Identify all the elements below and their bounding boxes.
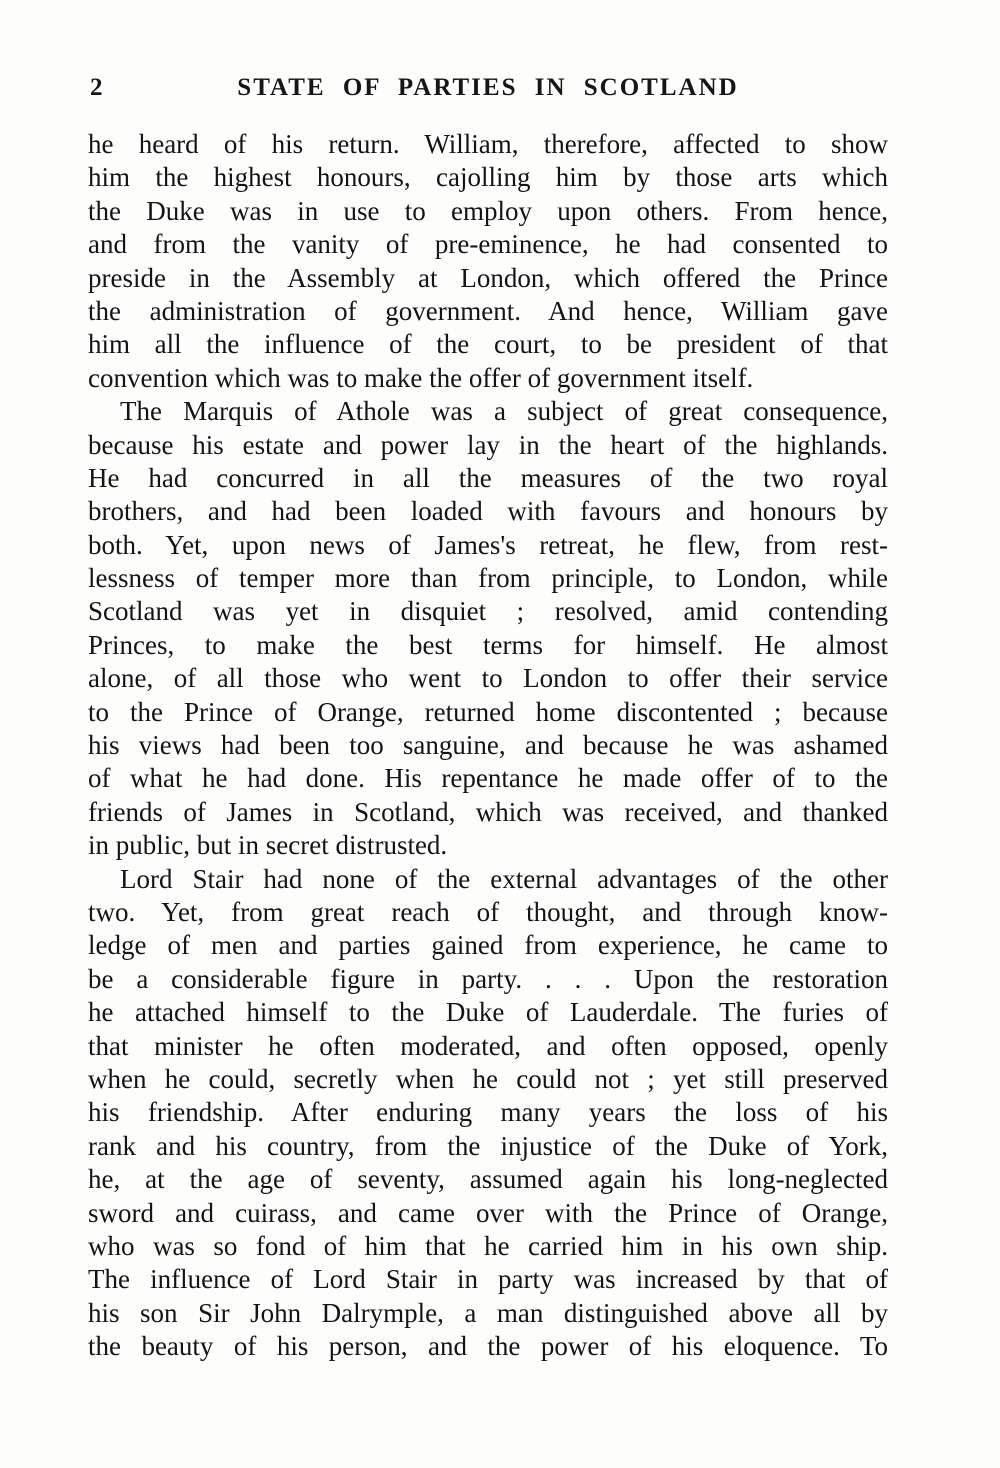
page-number: 2	[90, 74, 103, 101]
text-line: lessness of temper more than from principle, to London, while	[88, 563, 888, 594]
text-line: when he could, secretly when he could not ; yet still preserved	[88, 1063, 888, 1094]
text-line: his friendship. After enduring many years the loss of his	[88, 1097, 888, 1128]
text-line: he, at the age of seventy, assumed again his long-neglected	[88, 1164, 888, 1195]
paragraph	[88, 128, 888, 395]
running-header-title: STATE OF PARTIES IN SCOTLAND	[237, 74, 739, 101]
text-line: that minister he often moderated, and often opposed, openly	[88, 1030, 888, 1061]
paragraph	[88, 395, 888, 862]
text-line: rank and his country, from the injustice of the Duke of York,	[88, 1130, 888, 1161]
text-line: his views had been too sanguine, and because he was ashamed	[88, 730, 888, 761]
text-line: He had concurred in all the measures of the two royal	[88, 462, 888, 493]
text-line: Princes, to make the best terms for himself. He almost	[88, 629, 888, 660]
text-line: who was so fond of him that he carried him in his own ship.	[88, 1230, 888, 1261]
text-block	[88, 74, 888, 1363]
text-line: and from the vanity of pre-eminence, he had consented to	[88, 229, 888, 260]
text-line: his son Sir John Dalrymple, a man distinguished above all by	[88, 1297, 888, 1328]
text-line: he attached himself to the Duke of Lauderdale. The furies of	[88, 997, 888, 1028]
text-line: of what he had done. His repentance he made offer of to the	[88, 763, 888, 794]
text-line: The influence of Lord Stair in party was increased by that of	[88, 1264, 888, 1295]
text-line: The Marquis of Athole was a subject of great consequence,	[120, 396, 888, 427]
text-line: Scotland was yet in disquiet ; resolved, amid contending	[88, 596, 888, 627]
text-line: to the Prince of Orange, returned home discontented ; because	[88, 696, 888, 727]
text-line: in public, but in secret distrusted.	[88, 830, 448, 861]
text-line: he heard of his return. William, therefore, affected to show	[88, 129, 888, 159]
text-line: him the highest honours, cajolling him by those arts which	[88, 162, 888, 193]
text-line: ledge of men and parties gained from experience, he came to	[88, 930, 888, 961]
text-line: both. Yet, upon news of James's retreat, he flew, from rest-	[88, 529, 888, 560]
text-line: the beauty of his person, and the power of his eloquence. To	[88, 1331, 888, 1362]
text-line: alone, of all those who went to London to offer their service	[88, 663, 888, 694]
text-line: be a considerable figure in party. . . . Upon the restoration	[88, 963, 888, 994]
text-line: Lord Stair had none of the external advantages of the other	[120, 863, 888, 894]
text-line: because his estate and power lay in the heart of the highlands.	[88, 429, 888, 460]
running-head	[88, 74, 888, 108]
text-line: two. Yet, from great reach of thought, and through know-	[88, 896, 888, 927]
text-line: sword and cuirass, and came over with the Prince of Orange,	[88, 1197, 888, 1228]
text-line: him all the influence of the court, to be president of that	[88, 329, 888, 360]
paragraph	[88, 863, 888, 1364]
text-line: the administration of government. And hence, William gave	[88, 295, 888, 326]
text-line: preside in the Assembly at London, which offered the Prince	[88, 262, 888, 293]
page-body	[88, 128, 888, 1363]
text-line: friends of James in Scotland, which was received, and thanked	[88, 796, 888, 827]
text-line: convention which was to make the offer of government itself.	[88, 362, 754, 393]
text-line: the Duke was in use to employ upon others. From hence,	[88, 195, 888, 226]
text-line: brothers, and had been loaded with favours and honours by	[88, 496, 888, 527]
